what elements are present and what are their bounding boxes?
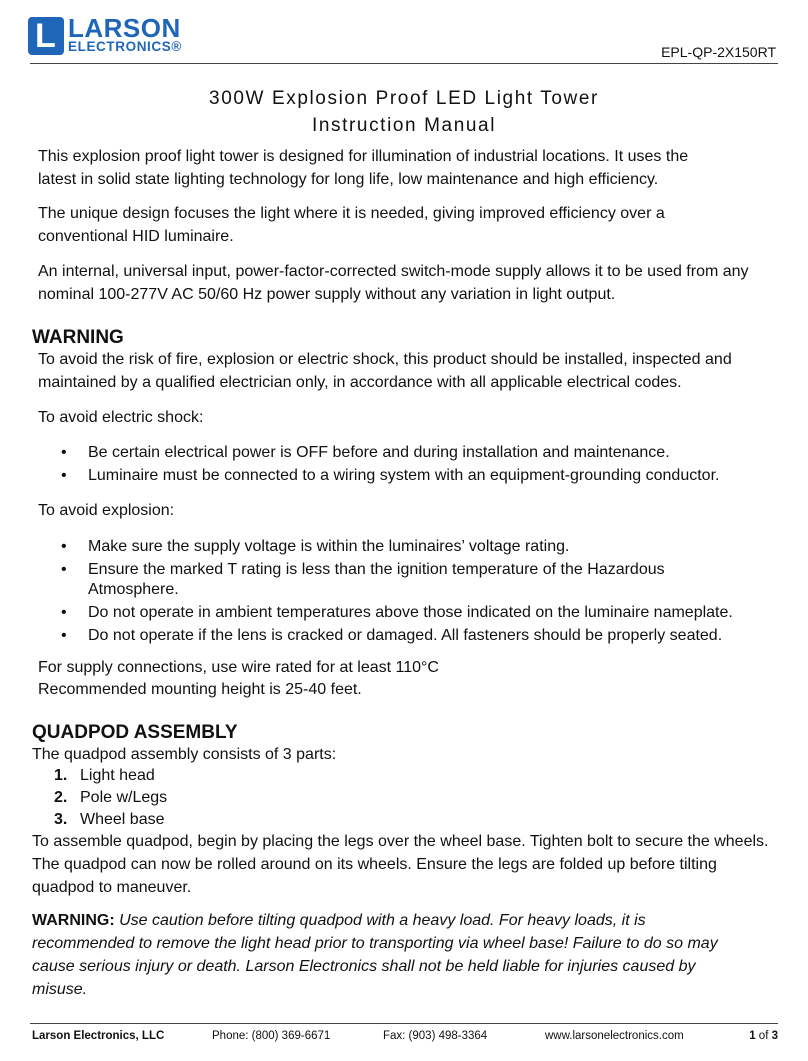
list-item: • Be certain electrical power is OFF before and during installation and maintenance.: [38, 443, 778, 463]
logo-wordmark-top: LARSON: [68, 13, 181, 43]
footer-divider: [30, 1023, 778, 1024]
intro-paragraph: The unique design focuses the light where it is needed, giving improved efficiency over a conventional HID luminaire.: [38, 205, 665, 245]
company-logo: [28, 13, 198, 58]
mounting-note: Recommended mounting height is 25-40 feet.: [38, 681, 362, 698]
footer-phone: Phone: (800) 369-6671: [212, 1030, 331, 1042]
list-item: 3. Wheel base: [54, 811, 165, 828]
list-item: • Do not operate in ambient temperatures above those indicated on the luminaire nameplate.: [38, 603, 758, 623]
intro-paragraph: An internal, universal input, power-factor-corrected switch-mode supply allows it to be used from any nominal 100-277V AC 50/60 Hz power supply without any variation in light output.: [38, 263, 749, 303]
header-divider: [30, 63, 778, 64]
list-item: 1. Light head: [54, 767, 155, 784]
quadpod-intro: The quadpod assembly consists of 3 parts:: [32, 746, 337, 763]
warning-heading: WARNING: [32, 327, 124, 348]
shock-list: [38, 443, 778, 489]
list-item: 2. Pole w/Legs: [54, 789, 168, 806]
explosion-list: [38, 537, 758, 649]
footer-company: Larson Electronics, LLC: [32, 1030, 165, 1042]
assembly-paragraph: To assemble quadpod, begin by placing the legs over the wheel base. Tighten bolt to secure the wheels. The quadpod can now be rolled around on its wheels. Ensure the legs are folded up before tilting quadpod to maneuver.: [32, 833, 769, 896]
shock-intro: To avoid electric shock:: [38, 409, 204, 426]
quadpod-heading: QUADPOD ASSEMBLY: [32, 722, 238, 743]
quadpod-warning: [32, 909, 752, 1001]
quadpod-warning-label: WARNING:: [32, 912, 115, 929]
warning-paragraph: To avoid the risk of fire, explosion or electric shock, this product should be installed, inspected and maintained by a qualified electrician only, in accordance with all applicable electrical codes.: [38, 351, 732, 391]
logo-mark: L: [28, 17, 64, 55]
list-item: • Do not operate if the lens is cracked or damaged. All fasteners should be properly seated.: [38, 626, 758, 646]
document-subtitle: Instruction Manual: [311, 115, 497, 136]
footer-page-number: 1 of 3: [749, 1030, 778, 1042]
document-code: EPL-QP-2X150RT: [661, 44, 776, 60]
list-item: • Make sure the supply voltage is within the luminaires’ voltage rating.: [38, 537, 758, 557]
supply-note: For supply connections, use wire rated for at least 110°C: [38, 659, 439, 676]
footer-website[interactable]: www.larsonelectronics.com: [545, 1030, 684, 1042]
logo-wordmark-bottom: ELECTRONICS®: [68, 39, 182, 54]
intro-paragraph: This explosion proof light tower is designed for illumination of industrial locations. It uses the latest in solid state lighting technology for long life, low maintenance and high efficiency.: [38, 148, 689, 188]
footer-fax: Fax: (903) 498-3364: [383, 1030, 488, 1042]
parts-list: [32, 765, 167, 831]
quadpod-warning-text: Use caution before tilting quadpod with a heavy load. For heavy loads, it is recommended to remove the light head prior to transporting via wheel base! Failure to do so may cause serious injury or death. Larson Electronics shall not be held liable for injuries caused by misuse.: [32, 912, 718, 998]
explosion-intro: To avoid explosion:: [38, 502, 175, 519]
list-item: • Ensure the marked T rating is less than the ignition temperature of the Hazardous Atmosphere.: [38, 560, 758, 600]
document-title: 300W Explosion Proof LED Light Tower: [209, 88, 599, 109]
list-item: • Luminaire must be connected to a wiring system with an equipment-grounding conductor.: [38, 466, 778, 486]
